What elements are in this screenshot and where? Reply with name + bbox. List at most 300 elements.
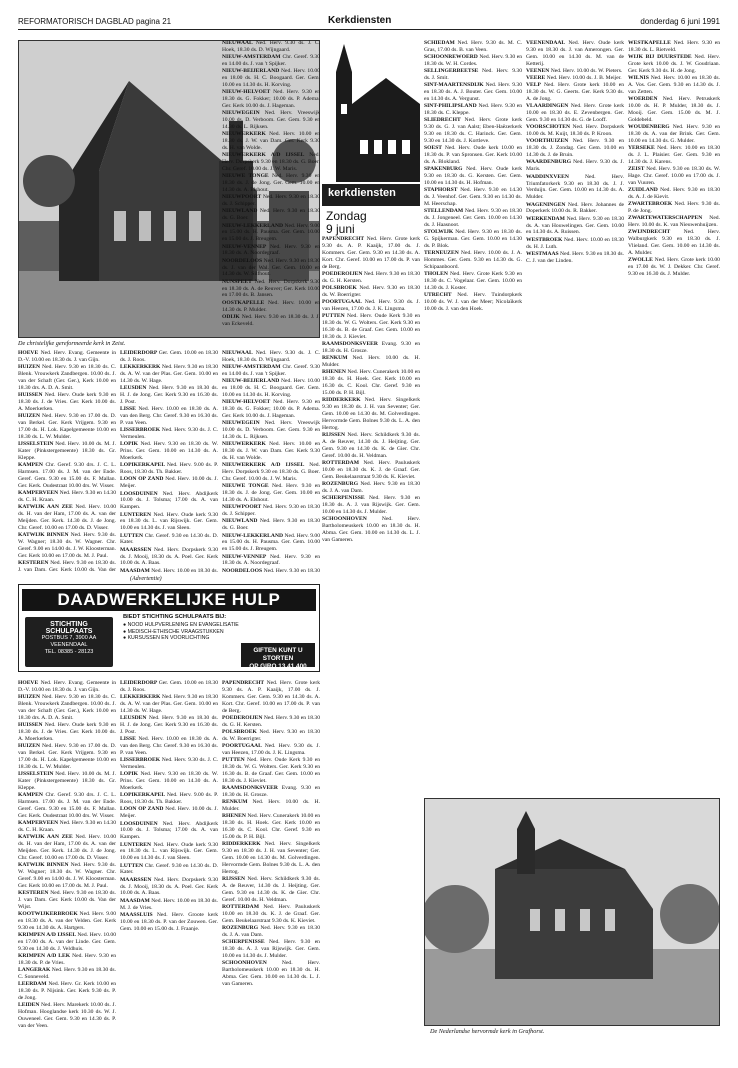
service-listing xyxy=(628,145,720,166)
place-name: VOORTHUIZEN xyxy=(526,138,573,145)
place-name: POORTUGAAL xyxy=(322,299,365,306)
place-name: LUTTEN xyxy=(120,532,145,539)
place-name: LOPIK xyxy=(120,771,141,778)
place-name: LEERDAM xyxy=(18,981,49,988)
place-name: LUTTEN xyxy=(120,862,145,869)
place-name: KRIMPEN A/D IJSSEL xyxy=(18,931,78,938)
service-listing xyxy=(222,208,320,222)
service-listing xyxy=(222,483,320,504)
place-name: LOOSDUINEN xyxy=(120,490,163,497)
service-listing xyxy=(222,350,320,364)
service-times: Ned. Herv. Dorpskerk 9.30 en 18.30 ds. G. Boer. Chr. Geref. 10.00 ds. J. W. Maris. xyxy=(222,152,320,173)
place-name: STAPHORST xyxy=(424,187,461,194)
service-listing xyxy=(120,406,218,427)
service-times: Ned. Herv. 10.00 ds. H. van der Ham, 17.00 ds. A. van der Meijden. Ger. Kerk. 14.30 ds. J. de Jong. Chr. Geref. 10.00 en 17.00 ds. D. Visser. xyxy=(18,504,116,531)
place-name: NIEUW-HELVOET xyxy=(222,399,274,406)
service-listing xyxy=(222,729,320,743)
service-times: Ned. Herv. 9.30 en 18.30 ds. J. Zondag. Ger. Gem. 10.00 en 14.30 ds. J. de Bruin. xyxy=(526,138,624,159)
service-listing xyxy=(222,152,320,173)
service-listing xyxy=(222,378,320,399)
service-listing xyxy=(120,385,218,406)
service-listing xyxy=(222,131,320,152)
service-times: Chr. Geref. 9.30 drs. J. C. L. Harmsen. 17.00 ds. J. M. van der Ende. Geref. Gem. 9.30 en 15.00 ds. F. Mallan. Ger. Kerk. Oudestraat 10.00 drs. W. Visser. xyxy=(18,461,116,489)
place-name: THOLEN xyxy=(424,271,450,278)
place-name: POLSBROEK xyxy=(322,284,360,291)
service-listing xyxy=(18,722,116,743)
service-times: Ned. Herv. 10.00 en 18.30 ds. A. van den Berg. Chr. Geref. 9.30 en 16.30 ds. P. van Veen. xyxy=(120,736,218,756)
advert-org-badge xyxy=(25,617,113,667)
service-listing xyxy=(424,187,522,208)
service-times: Ned. Herv. 10.00 ds. K. van Nieuwenhuijzen. xyxy=(628,215,720,229)
service-times: Ned. Herv. 9.30 en 18.30 ds. A. J. de Kievit. xyxy=(628,187,720,201)
service-times: Ned. Herv. 9.30 en 18.30 ds. C. Sonneveld. xyxy=(18,967,116,980)
service-listing xyxy=(18,792,116,820)
place-name: LOON OP ZAND xyxy=(120,476,166,483)
advert-item: ● MEDISCH-ETHISCHE VRAAGSTUKKEN xyxy=(123,628,224,635)
advert-giro-line1: GIFTEN KUNT U STORTEN xyxy=(253,647,303,662)
service-times: Chr. Geref. 9.30 en 14.00 ds. J. van 't Spijker. xyxy=(222,54,320,68)
place-name: YERSEKE xyxy=(628,145,658,152)
service-times: Ned. Herv. Pauluskerk 10.00 en 18.30 ds. K. J. de Graaf. Ger. Gem. Beukelaarstraat 9.30 ds. K. Kieviet. xyxy=(222,903,320,924)
place-name: KATWIJK BINNEN xyxy=(18,531,71,538)
service-times: Ned. Herv. 9.00 ds. P. Roos, 18.30 ds. Th. Bakker. xyxy=(120,462,218,476)
service-times: Ned. Herv. 9.30 en 18.30 ds. A. J. van Rijswijk. Ger. Gem. 10.00 en 14.30 ds. J. Mulder. xyxy=(222,939,320,959)
service-listing xyxy=(424,271,522,292)
service-listing xyxy=(120,912,218,933)
listing-column-upper xyxy=(222,40,320,336)
place-name: KESTEREN xyxy=(18,559,51,566)
service-times: Ned. Herv. 9.30 ds. W. Wagner; 18.30 ds. W. Wagner. Chr. Geref. 9.00 en 14.00 ds. J. W. Kloosterman. Ger. Kerk 10.00 en 17.00 ds. M. J. Paul. xyxy=(18,861,116,889)
place-name: POORTUGAAL xyxy=(222,743,265,750)
place-name: SCHOONHOVEN xyxy=(322,516,382,523)
place-name: RIDDERKERK xyxy=(222,841,265,848)
service-listing xyxy=(120,863,218,877)
place-name: LEIDERDORP xyxy=(120,350,159,356)
service-times: Ned. Herv. 9.30 en 18.30 ds. G. Boer. xyxy=(222,208,320,222)
service-times: Ned. Herv. 10.00 en 18.30 ds. J. W. van Dam. Ger. Kerk 9.30 ds. H. van Wolde. xyxy=(222,131,320,152)
place-name: KAMPERVEEN xyxy=(18,819,60,826)
place-name: LOPIKERKAPEL xyxy=(120,792,167,799)
service-listing xyxy=(18,932,116,953)
place-name: KATWIJK BINNEN xyxy=(18,861,71,868)
service-listing xyxy=(526,124,624,138)
service-times: Ned. Herv. 10.00 ds. H. Mulder. xyxy=(222,799,320,813)
service-listing xyxy=(628,166,720,187)
service-times: Ned. Herv. 10.00 en 18.30 ds. A. van den Berg. Chr. Geref. 9.30 en 16.30 ds. P. van Veen. xyxy=(120,406,218,426)
listing-column-9 xyxy=(120,680,218,1032)
service-listing xyxy=(222,300,320,314)
service-times: Ned. Herv. 9.30 en 18.30 ds. A. Noordegraaf. xyxy=(222,553,320,567)
service-listing xyxy=(18,350,116,364)
place-name: NIEUWERKERK A/D IJSSEL xyxy=(222,152,310,159)
service-listing xyxy=(120,364,218,385)
church-icon xyxy=(322,44,420,184)
service-times: Ned. Herv. 9.30 en 18.30 ds. L. Rietveld. xyxy=(628,40,720,53)
service-listing xyxy=(628,229,720,257)
service-listing xyxy=(322,397,420,432)
service-listing xyxy=(120,350,218,364)
service-times: Chr. Geref. 9.30 drs. J. C. L. Harmsen. 17.00 ds. J. M. van der Ende. Geref. Gem. 9.30 en 15.00 ds. F. Mallan. Ger. Kerk. Oudestraat 10.00 drs. W. Visser. xyxy=(18,791,116,819)
service-times: Ned. Herv. 9.30 en 18.30 ds. J. Schipper. xyxy=(222,194,320,208)
service-listing xyxy=(322,432,420,460)
service-times: Ned. Herv. Dorpskerk 9.30 en 18.30 ds. A. de Reuver; Ger. Kerk 10.00 en 17.00 ds. B. Jansen. xyxy=(222,278,320,299)
service-times: Ned. Herv. Cunerakerk 10.00 en 18.30 ds. H. Hoek. Ger. Kerk 10.00 en 16.30 ds. C. Kool. Chr. Geref. 9.30 en 15.00 ds. P. H. Bijl. xyxy=(222,813,320,841)
service-listing xyxy=(18,820,116,834)
service-times: Chr. Geref. 9.30 en 14.30 ds. D. Kater. xyxy=(120,862,218,876)
place-name: NIEUW-BEIJERLAND xyxy=(222,68,282,75)
listing-column-10 xyxy=(222,680,320,1032)
listing-column-8 xyxy=(18,680,116,1032)
service-times: Ned. Herv. 9.00 en 15.00 ds. H. Pausma. Ger. Gem. 10.00 en 15.00 ds. J. Breugem. xyxy=(222,222,320,243)
place-name: NIEUWAAL xyxy=(222,350,256,356)
service-times: Ned. Herv. 9.30 ds. J. C. Vermeulen. xyxy=(120,757,218,771)
place-name: OOSTKAPELLE xyxy=(222,299,269,306)
service-times: Ned. Herv. 9.30 en 18.30 ds. G. Fokker; 10.00 ds. P. Adema. Ger. Kerk 10.00 ds. J. Hageman. xyxy=(222,399,320,420)
service-times: Ned. Herv. 9.30 en 18.30 ds. P. de Vries. xyxy=(18,952,116,966)
service-times: Ned. Herv. 9.30 ds. J. van Heezen, 17.00 ds. J. K. Lingsma. xyxy=(322,299,420,312)
place-name: SELLINGERBEETSE xyxy=(424,68,483,75)
service-listing xyxy=(222,904,320,925)
place-name: ZWARTEWATERSCHAPPEN xyxy=(628,215,710,222)
place-name: NIEUW-LEKKERLAND xyxy=(222,532,285,539)
listing-column-5 xyxy=(424,40,522,792)
service-listing xyxy=(628,75,720,96)
service-times: Ned. Herv. 9.30 en 18.30 ds. A. van Houwelingen. Ger. Gem. 10.00 en 14.30 ds. A. Ruissen. xyxy=(526,215,624,236)
photo-caption-top: De christelijke gereformeerde kerk in Zeist. xyxy=(18,340,126,347)
service-times: Ned. Herv. 10.00 ds. M. J. Kater (Pinkstergemeente) 18.30 ds. Gr. Kleppe. xyxy=(18,440,116,461)
listing-column-2b xyxy=(120,350,218,572)
place-name: WILNIS xyxy=(628,75,651,82)
place-name: LEIDERDORP xyxy=(120,680,159,686)
place-name: RIJSSEN xyxy=(222,876,248,883)
service-listing xyxy=(18,771,116,792)
place-name: WESTMAAS xyxy=(526,250,561,257)
place-name: VOORSCHOTEN xyxy=(526,124,573,131)
place-name: VELP xyxy=(526,82,544,89)
place-name: STELLENDAM xyxy=(424,208,465,215)
place-name: HUIZEN xyxy=(18,364,43,371)
service-listing xyxy=(322,369,420,397)
place-name: NIEUW-AMSTERDAM xyxy=(222,364,283,371)
place-name: NIEUW-HELVOET xyxy=(222,89,274,96)
service-listing xyxy=(222,420,320,441)
service-times: Evang. 9.30 en 18.30 ds. H. Grosze. xyxy=(322,341,420,354)
service-times: Ned. Herv. 9.30 en 18.30 ds. A. J. Bouter. Ger. Gem. 10.00 en 14.30 ds. A. Vergunst. xyxy=(424,82,522,103)
service-listing xyxy=(322,516,420,544)
service-listing xyxy=(18,532,116,560)
place-name: ROZENBURG xyxy=(222,924,261,931)
listing-column-4 xyxy=(322,236,420,1032)
service-times: Ned. Herv. 9.30 en 18.30 ds. C. Kleppe. xyxy=(424,103,522,117)
service-times: Ned. Herv. 9.30 en 14.30 ds. C. H. Kraan. xyxy=(18,489,116,503)
place-name: WESTBROEK xyxy=(526,236,565,243)
service-times: Ned. Herv. 9.30 en 18.30 ds. J. de Jong. Ger. Gem. 10.00 en 14.30 ds. A. Elshout. xyxy=(222,173,320,194)
service-times: Ned. Herv. 9.00 en 15.00 ds. H. Pausma. Ger. Gem. 10.00 en 15.00 ds. J. Breugem. xyxy=(222,532,320,553)
service-listing xyxy=(18,1002,116,1030)
advert-giro-box xyxy=(241,643,315,670)
place-name: WOERDEN xyxy=(628,96,663,103)
service-times: Ned. Herv. Oude kerk 9.30 en 18.30 ds. J. de Vries. Ger. Kerk 10.00 ds. A. Moerkerken. xyxy=(18,722,116,742)
service-listing xyxy=(120,771,218,792)
service-listing xyxy=(424,40,522,54)
place-name: ODIJK xyxy=(222,313,242,320)
service-times: Ned. Herv. Abdijkerk 10.00 ds. J. Tolsma; 17.00 ds. A. van Kampen. xyxy=(120,820,218,841)
place-name: KATWIJK AAN ZEE xyxy=(18,504,76,511)
date-label: 9 juni xyxy=(326,222,355,236)
service-listing xyxy=(222,680,320,715)
service-listing xyxy=(18,504,116,532)
place-name: KATWIJK AAN ZEE xyxy=(18,834,76,841)
place-name: VLAARDINGEN xyxy=(526,103,571,110)
section-logo-band: kerkdiensten xyxy=(322,184,420,206)
place-name: KAMPERVEEN xyxy=(18,489,60,496)
service-listing xyxy=(222,518,320,532)
service-times: Ned. Herv. Grote Kerk 9.30 en 18.30 ds. C. Vogelaar. Ger. Gem. 10.00 en 14.30 ds. J. Koster. xyxy=(424,271,522,292)
place-name: NIEUWPOORT xyxy=(222,194,263,201)
place-name: POEDEROIJEN xyxy=(322,270,364,277)
service-listing xyxy=(526,82,624,103)
place-name: NIEUWLAND xyxy=(222,518,260,525)
service-times: Ned. Herv. 10.00 en 18.30 ds. H. J. Luth. xyxy=(526,236,624,250)
service-listing xyxy=(222,314,320,328)
service-times: Ned. Herv. Grote kerk 10.00 en 18.30 ds. W. G. Geerts. Ger. Kerk 9.30 ds. A. de Jong. xyxy=(526,82,624,103)
place-name: VEERE xyxy=(526,75,547,82)
service-listing xyxy=(120,821,218,842)
service-times: Ned. Herv. 9.30 en 18.30 ds. H. J. de Jong. Ger. Kerk 9.30 en 16.30 ds. J. Post. xyxy=(120,385,218,405)
page-header xyxy=(18,14,720,30)
service-listing xyxy=(322,236,420,271)
place-name: LISSERBROEK xyxy=(120,427,162,434)
service-listing xyxy=(18,890,116,911)
place-name: NIEUWEGEIN xyxy=(222,420,265,427)
service-times: Ned. Herv. 9.30 en 18.30 ds. H. J. de Jong. Ger. Kerk 9.30 en 16.30 ds. J. Post. xyxy=(120,715,218,735)
advert-org-address: POSTBUS 7, 3900 AA VEENENDAAL xyxy=(41,635,97,648)
service-times: Ned. Herv. Bartholomeuskerk 10.00 en 18.30 ds. H. Abma. Ger. Gem. 10.00 en 14.30 ds. L. J. van Gameren. xyxy=(222,960,320,987)
place-name: POLSBROEK xyxy=(222,728,260,735)
place-name: RHENEN xyxy=(322,369,348,376)
service-listing xyxy=(18,441,116,462)
service-listing xyxy=(120,533,218,547)
place-name: NIEUWERKERK A/D IJSSEL xyxy=(222,462,310,469)
place-name: RHENEN xyxy=(222,813,248,820)
place-name: MAARSSEN xyxy=(120,876,154,883)
service-listing xyxy=(526,75,624,82)
place-name: PUTTEN xyxy=(322,313,348,320)
place-name: SCHERPENISSE xyxy=(222,939,269,946)
service-listing xyxy=(18,364,116,392)
service-listing xyxy=(322,299,420,313)
photo-caption-bottom: De Nederlandse hervormde kerk in Grafhorst. xyxy=(430,1028,545,1035)
service-times: Ned. Herv. 10.00 en 18.30 ds. J. W. van Dam. Ger. Kerk 9.30 ds. H. van Wolde. xyxy=(222,441,320,462)
place-name: RENKUM xyxy=(222,799,253,806)
service-times: Ned. Herv. 9.30 en 14.30 ds. C. H. Kraan. xyxy=(18,819,116,833)
service-listing xyxy=(628,215,720,229)
service-times: Ned. Herv. 9.30 en 18.30 ds. W. Hage. Chr. Geref. 10.00 en 17.00 ds. J. van Vuuren. xyxy=(628,166,720,186)
place-name: RIDDERKERK xyxy=(322,397,365,404)
advert-headline: DAADWERKELIJKE HULP xyxy=(22,589,316,611)
service-listing xyxy=(120,680,218,694)
place-name: NIEUWE TONGE xyxy=(222,483,272,490)
place-name: WAARDENBURG xyxy=(526,159,574,166)
place-name: NIEUWERKERK xyxy=(222,131,270,138)
service-times: Ned. Herv. 9.30 ds. J. C. Vermeulen. xyxy=(120,427,218,441)
place-name: PAPENDRECHT xyxy=(322,236,367,242)
service-times: Ned. Herv. 9.30 en 18.30 ds. G. Boer. xyxy=(222,518,320,532)
place-name: HOEVE xyxy=(18,680,41,686)
place-name: MAASSLUIS xyxy=(120,911,157,918)
service-listing xyxy=(222,68,320,89)
service-listing xyxy=(424,68,522,82)
service-times: Ned. Herv. Vreeswijk 10.00 ds. D. Verboom. Ger. Gem. 9.30 en 14.30 ds. L. Rijksen. xyxy=(222,420,320,441)
place-name: HUIZEN xyxy=(18,413,43,420)
service-times: Ned. Herv. 9.30 ds. P. de Jong. xyxy=(628,201,720,215)
service-times: Ned. Herv. Schildkerk 9.30 ds. A. de Reuver, 14.30 ds. J. Heijting. Ger. Gem. 9.30 en 14.30 ds. K. de Gier. Chr. Geref. 10.00 ds. H. Veldman. xyxy=(222,876,320,903)
place-name: UTRECHT xyxy=(424,292,458,299)
service-listing xyxy=(526,174,624,202)
service-listing xyxy=(222,785,320,799)
listing-column-1 xyxy=(18,350,116,572)
service-times: Ned. Herv. 10.00 en 18.00 ds. H. C. Boogaard. Ger. Gem. 10.00 en 14.30 ds. H. Korving. xyxy=(222,378,320,399)
service-listing xyxy=(628,40,720,54)
service-listing xyxy=(424,54,522,68)
service-listing xyxy=(222,89,320,110)
service-times: Ned. Herv. 9.00 ds. P. Roos, 18.30 ds. Th. Bakker. xyxy=(120,792,218,806)
service-times: Ned. Herv. 10.00 ds. H. van der Ham, 17.00 ds. A. van der Meijden. Ger. Kerk. 14.30 ds. J. de Jong. Chr. Geref. 10.00 en 17.00 ds. D. Visser. xyxy=(18,834,116,861)
place-name: IJSSELSTEIN xyxy=(18,770,56,777)
service-times: Ned. Herv. Triumfatorkerk 9.30 en 18.30 ds. J. J. Verduijn. Ger. Gem. 10.00 en 14.30 ds. A. Mulder. xyxy=(526,173,624,201)
advert-item: ● NOOD HULPVERLENING EN EVANGELISATIE xyxy=(123,622,239,628)
service-listing xyxy=(222,173,320,194)
place-name: RAAMSDONKSVEER xyxy=(222,785,282,792)
service-times: Ned. Herv. Gr. Kerk 10.00 en 18.30 ds. P. Nijsink. Ger. Kerk 9.30 ds. P. de Jong. xyxy=(18,981,116,1001)
service-times: Ned. Herv. 9.30 ds. M. C. Gras, 17.00 ds. B. van Veen. xyxy=(424,40,522,53)
service-listing xyxy=(18,834,116,862)
service-listing xyxy=(120,877,218,898)
place-name: MAARSSEN xyxy=(120,546,154,553)
service-listing xyxy=(120,842,218,863)
service-times: Ned. Herv. Oude Kerk 9.30 en 18.30 ds. W. G. Wolters. Ger. Kerk 9.30 en 16.30 ds. B. de Graaf. Ger. Gem. 10.00 en 18.30 ds. J. Kieviet. xyxy=(322,313,420,340)
service-times: Ned. Herv. 10.00 ds. J. Meijer. xyxy=(120,476,218,490)
service-listing xyxy=(628,54,720,75)
service-times: Ned. Herv. Schildkerk 9.30 ds. A. de Reuver, 14.30 ds. J. Heijting. Ger. Gem. 9.30 en 14.30 ds. K. de Gier. Chr. Geref. 10.00 ds. H. Veldman. xyxy=(322,432,420,459)
place-name: KAMPEN xyxy=(18,461,46,468)
service-times: Ned. Herv. 10.00 en 18.30 ds. M. J. de Vries. xyxy=(120,897,218,911)
service-listing xyxy=(18,981,116,1002)
service-listing xyxy=(222,504,320,518)
service-listing xyxy=(322,495,420,516)
service-listing xyxy=(18,462,116,490)
service-times: Ned. Herv. 9.30 en 18.30 ds. J. van Dam. Ger. Kerk 10.00 ds. Van der Wijst. xyxy=(18,889,116,910)
service-times: Ned. Herv. Grote kerk 9.30 ds. G. J. van Aalst; Eben-Haëzerkerk 9.30 en 18.30 ds. C. Harinck. Ger. Gem. 9.30 en 14.30 ds. J. Kortleve. xyxy=(424,117,522,145)
service-listing xyxy=(222,441,320,462)
sunday-date xyxy=(326,210,367,236)
service-times: Ned. Herv. 9.30 en 18.30 ds. W. Prins. Ger. Gem. 10.00 en 14.30 ds. A. Moerkerk. xyxy=(120,441,218,462)
advertisement xyxy=(18,584,320,672)
listing-column-3 xyxy=(222,350,320,572)
place-name: KOOTWIJKERBROEK xyxy=(18,910,80,917)
place-name: LEIDEN xyxy=(18,1002,42,1009)
service-times: Chr. Geref. 9.30 en 14.00 ds. J. van 't Spijker. xyxy=(222,364,320,378)
service-times: Ned. Herv. 10.00 en 18.00 ds. H. C. Boogaard. Ger. Gem. 10.00 en 14.30 ds. H. Korving. xyxy=(222,68,320,89)
advert-item-list xyxy=(123,622,239,642)
service-times: Ned. Herv. 10.00 ds. M. J. Kater (Pinkstergemeente) 18.30 ds. Gr. Kleppe. xyxy=(18,770,116,791)
service-listing xyxy=(120,568,218,572)
place-name: MAASDAM xyxy=(120,897,152,904)
place-name: HUIZEN xyxy=(18,743,43,750)
place-name: LISSE xyxy=(120,406,139,413)
place-name: SPAKENBURG xyxy=(424,166,467,173)
place-name: SINT-PHILIPSLAND xyxy=(424,103,479,110)
service-listing xyxy=(322,460,420,481)
service-times: Ned. Herv. Grote kerk 9.30 ds. A. P. Kaaijk, 17.00 ds. J. Kommers. Ger. Gem. 9.30 en 14.30 ds. A. Kort. Chr. Geref. 10.00 en 17.00 ds. P. van de Berg. xyxy=(222,680,320,714)
service-listing xyxy=(628,201,720,215)
service-listing xyxy=(526,40,624,68)
service-listing xyxy=(222,568,320,572)
service-listing xyxy=(120,715,218,736)
service-listing xyxy=(18,490,116,504)
service-times: Ned. Herv. Oude kerk 9.30 en 18.30 ds. L. van Rijswijk. Ger. Gem. 10.00 en 14.30 ds. J. van Sleen. xyxy=(120,841,218,862)
service-times: Ned. Herv. 10.00 en 18.30 ds. J. L. Plaisier. Ger. Gem. 9.30 en 14.30 ds. J. Karens. xyxy=(628,145,720,165)
place-name: NUNSPEET xyxy=(222,278,255,285)
service-listing xyxy=(424,82,522,103)
place-name: SCHOONREWOERD xyxy=(424,54,480,61)
service-times: Ned. Herv. 9.30 en 18.30 ds. J. Schipper. xyxy=(222,504,320,518)
place-name: LOPIK xyxy=(120,441,141,448)
service-times: Ned. Herv. Cunerakerk 10.00 en 18.30 ds. H. Hoek. Ger. Kerk 10.00 en 16.30 ds. C. Kool. Chr. Geref. 9.30 en 15.00 ds. P. H. Bijl. xyxy=(322,369,420,397)
place-name: KAMPEN xyxy=(18,791,46,798)
service-listing xyxy=(222,110,320,131)
service-listing xyxy=(424,250,522,271)
service-times: Ned. Herv. Tuindorpkerk 10.00 ds. W. J. van der Meer; Nicolaïkerk 10.00 ds. J. van den Hoek. xyxy=(424,292,522,313)
service-times: Ned. Herv. 9.30 en 18.30 ds. J. Jongeneel. Ger. Gem. 10.00 en 14.30 ds. J. Haasnoot. xyxy=(424,208,522,229)
service-listing xyxy=(526,216,624,237)
service-times: Ned. Herv. Grote kerk 10.00 ds. J. W. Goudriaan. Ger. Kerk 9.30 ds. H. de Jong. xyxy=(628,54,720,74)
service-times: Ned. Herv. 9.30 en 18.30 ds. C. Blenk. Vrouwkerk Zandbergen. 10.00 ds. J. van der Schaft (Ger. Ger.), Kerk 10.00 en 18.30 drs. A. D. A. Smit. xyxy=(18,694,116,721)
advert-title: BIEDT STICHTING SCHULPAATS BIJ: xyxy=(123,614,227,620)
place-name: LANGERAK xyxy=(18,967,52,974)
service-times: Ned. Herv. 9.30 ds. J. C. Hoek, 18.30 ds. D. Wijngaard. xyxy=(222,40,320,53)
place-name: WADDINXVEEN xyxy=(526,173,585,180)
service-times: Ned. Herv. 9.30 en 18.30 ds. A. J. van Rijswijk. Ger. Gem. 10.00 en 14.30 ds. J. Mulder. xyxy=(322,495,420,515)
place-name: LOPIKERKAPEL xyxy=(120,462,167,469)
place-name: NIEUWPOORT xyxy=(222,504,263,511)
service-listing xyxy=(222,258,320,279)
service-times: Ger. Gem. 10.00 en 18.30 ds. J. Roos. xyxy=(120,350,218,363)
service-times: Ned. Herv. Oude kerk 9.30 en 18.30 ds. J. van Amerongen. Ger. Gem. 10.00 en 14.30 ds. M. van de Ketterij. xyxy=(526,40,624,67)
service-listing xyxy=(526,251,624,265)
place-name: KRIMPEN A/D LEK xyxy=(18,952,73,959)
service-listing xyxy=(222,54,320,68)
service-times: Ned. Herv. 9.30 en 18.30 ds. G. Fokker; 10.00 ds. P. Adema. Ger. Kerk 10.00 ds. J. Hageman. xyxy=(222,89,320,110)
service-times: Ned. Herv. Vreeswijk 10.00 ds. D. Verboom. Ger. Gem. 9.30 en 14.30 ds. L. Rijksen. xyxy=(222,110,320,131)
service-times: Ned. Herv. 10.00 en 14.30 ds. P. Mulder. xyxy=(222,299,320,313)
place-name: VEENENDAAL xyxy=(526,40,569,46)
service-times: Ned. Herv. Evang. Gemeente in D.-V. 10.00 en 18.30 ds. J. van Gijn. xyxy=(18,680,116,693)
service-listing xyxy=(628,124,720,145)
service-times: Ned. Herv. Petruskerk 10.00 ds. H. P. Mulder, 18.30 ds. J. Mooij. Ger. Gem. 15.00 ds. M. J. Goldebeld. xyxy=(628,96,720,123)
service-times: Ned. Herv. 10.00 ds. J. Meijer. xyxy=(120,806,218,820)
service-times: Ned. Herv. Abdijkerk 10.00 ds. J. Tolsma; 17.00 ds. A. van Kampen. xyxy=(120,490,218,511)
service-times: Ned. Herv. 9.30 en 18.30 ds. J. van Dam. Ger. Kerk 10.00 ds. Van der xyxy=(18,559,116,572)
place-name: LEUSDEN xyxy=(120,715,149,722)
service-times: Ned. Herv. Singelkerk 9.30 en 18.30 ds. J. H. van Seventer; Ger. Gem. 10.00 en 14.30 ds. M. Golverdingen. Hervormde Gem. Bolnes 9.30 ds. L. A. den Hertog. xyxy=(222,841,320,875)
place-name: LEUSDEN xyxy=(120,385,149,392)
place-name: HUISSEN xyxy=(18,722,45,729)
place-name: SCHIEDAM xyxy=(424,40,458,46)
place-name: HUIZEN xyxy=(18,694,43,701)
listing-column-6 xyxy=(526,40,624,792)
place-name: ZWIJNDRECHT xyxy=(628,229,684,236)
